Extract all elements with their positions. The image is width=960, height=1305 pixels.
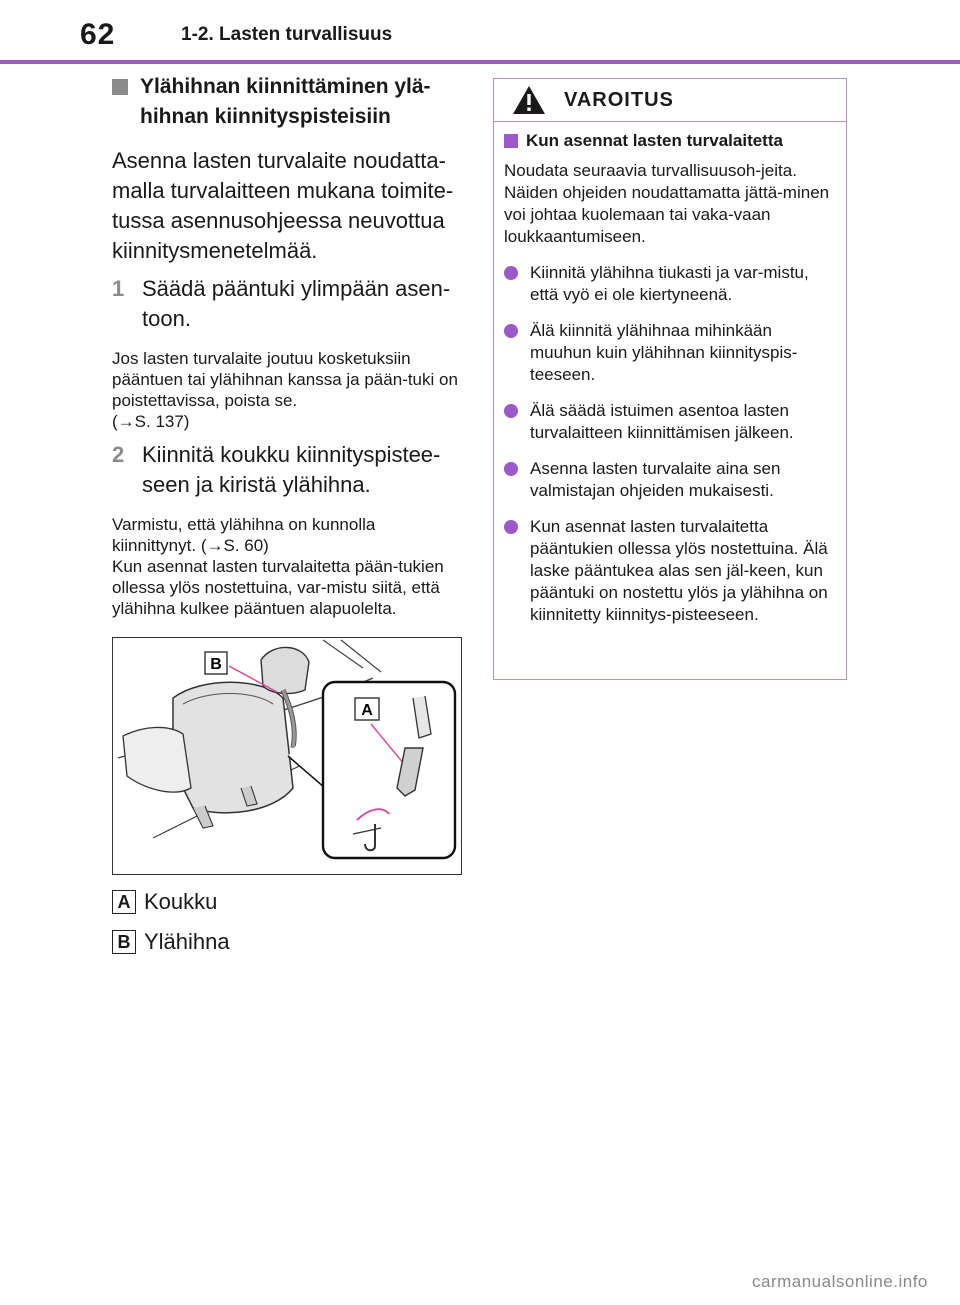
legend-item-a bbox=[112, 889, 464, 915]
section-title: 1-2. Lasten turvallisuus bbox=[181, 24, 393, 45]
legend-item-b bbox=[112, 929, 464, 955]
square-bullet-icon bbox=[112, 79, 128, 95]
warning-item-text: Kun asennat lasten turvalaitetta pääntukien ollessa ylös nostettuina. Älä laske pääntukea alas sen jäl-keen, kun pääntuki on nostettu ylös ja ylähihna on kiinnitetty kiinnitys-pisteeseen. bbox=[530, 517, 828, 624]
warning-intro-1: Noudata seuraavia turvallisuusoh-jeita. bbox=[504, 161, 797, 180]
child-seat-illustration bbox=[113, 638, 461, 874]
note-text: Varmistu, että ylähihna on kunnolla kiinnittynyt. bbox=[112, 515, 376, 555]
warning-item-text: Älä säädä istuimen asentoa lasten turvalaitteen kiinnittämisen jälkeen. bbox=[530, 401, 794, 442]
warning-title: VAROITUS bbox=[564, 89, 674, 111]
page-number: 62 bbox=[80, 18, 116, 51]
note-strap bbox=[112, 514, 464, 619]
warning-triangle-icon bbox=[512, 85, 546, 115]
warning-header bbox=[494, 79, 846, 122]
step-text: Kiinnitä koukku kiinnityspistee-seen ja kiristä ylähihna. bbox=[142, 442, 441, 497]
watermark: carmanualsonline.info bbox=[752, 1272, 928, 1291]
bullet-dot-icon bbox=[504, 404, 518, 418]
illustration-figure bbox=[112, 637, 462, 875]
warning-item bbox=[504, 458, 834, 502]
note-text: Jos lasten turvalaite joutuu kosketuksiin pääntuen tai ylähihnan kanssa ja pään-tuki on poistettavissa, poista se. bbox=[112, 349, 458, 410]
header-divider bbox=[0, 60, 960, 64]
subheading bbox=[112, 72, 464, 132]
warning-item-text: Asenna lasten turvalaite aina sen valmistajan ohjeiden mukaisesti. bbox=[530, 459, 781, 500]
bullet-dot-icon bbox=[504, 462, 518, 476]
left-column bbox=[112, 70, 464, 955]
step-number: 2 bbox=[112, 442, 125, 467]
bullet-dot-icon bbox=[504, 324, 518, 338]
warning-intro bbox=[504, 160, 834, 248]
page-reference-link[interactable]: (→S. 137) bbox=[112, 412, 190, 431]
page-reference-link[interactable]: (→S. 60) bbox=[200, 536, 269, 555]
page-header bbox=[0, 0, 960, 66]
step-1 bbox=[112, 274, 464, 334]
warning-item bbox=[504, 516, 834, 626]
warning-body bbox=[494, 122, 846, 626]
subheading-text: Ylähihnan kiinnittäminen ylä-hihnan kiinnityspisteisiin bbox=[140, 75, 431, 128]
intro-paragraph: Asenna lasten turvalaite noudatta-malla turvalaitteen mukana toimite-tussa asennusohjeessa neuvottua kiinnitysmenetelmää. bbox=[112, 148, 454, 263]
step-number: 1 bbox=[112, 276, 125, 301]
legend-key: A bbox=[112, 890, 136, 914]
legend-label: Ylähihna bbox=[144, 929, 230, 954]
warning-subheading bbox=[504, 130, 834, 152]
callout-b-label: B bbox=[210, 656, 222, 673]
warning-box bbox=[493, 78, 847, 680]
step-text: Säädä pääntuki ylimpään asen-toon. bbox=[142, 276, 451, 331]
bullet-dot-icon bbox=[504, 520, 518, 534]
note-headrest bbox=[112, 348, 464, 432]
bullet-dot-icon bbox=[504, 266, 518, 280]
warning-item-text: Kiinnitä ylähihna tiukasti ja var-mistu, että vyö ei ole kiertyneenä. bbox=[530, 263, 809, 304]
warning-intro-2: Näiden ohjeiden noudattamatta jättä-minen voi johtaa kuolemaan tai vaka-vaan loukkaantumiseen. bbox=[504, 183, 830, 246]
warning-subheading-text: Kun asennat lasten turvalaitetta bbox=[526, 131, 783, 150]
note-text-2: Kun asennat lasten turvalaitetta pään-tukien ollessa ylös nostettuina, var-mistu siitä, että ylähihna kulkee pääntuen alapuolelta. bbox=[112, 557, 444, 618]
warning-item bbox=[504, 262, 834, 306]
legend-label: Koukku bbox=[144, 889, 218, 914]
callout-a-label: A bbox=[361, 702, 373, 719]
legend-key: B bbox=[112, 930, 136, 954]
square-bullet-icon bbox=[504, 134, 518, 148]
warning-item bbox=[504, 400, 834, 444]
warning-item bbox=[504, 320, 834, 386]
step-2 bbox=[112, 440, 464, 500]
warning-item-text: Älä kiinnitä ylähihnaa mihinkään muuhun kuin ylähihnan kiinnityspis-teeseen. bbox=[530, 321, 798, 384]
